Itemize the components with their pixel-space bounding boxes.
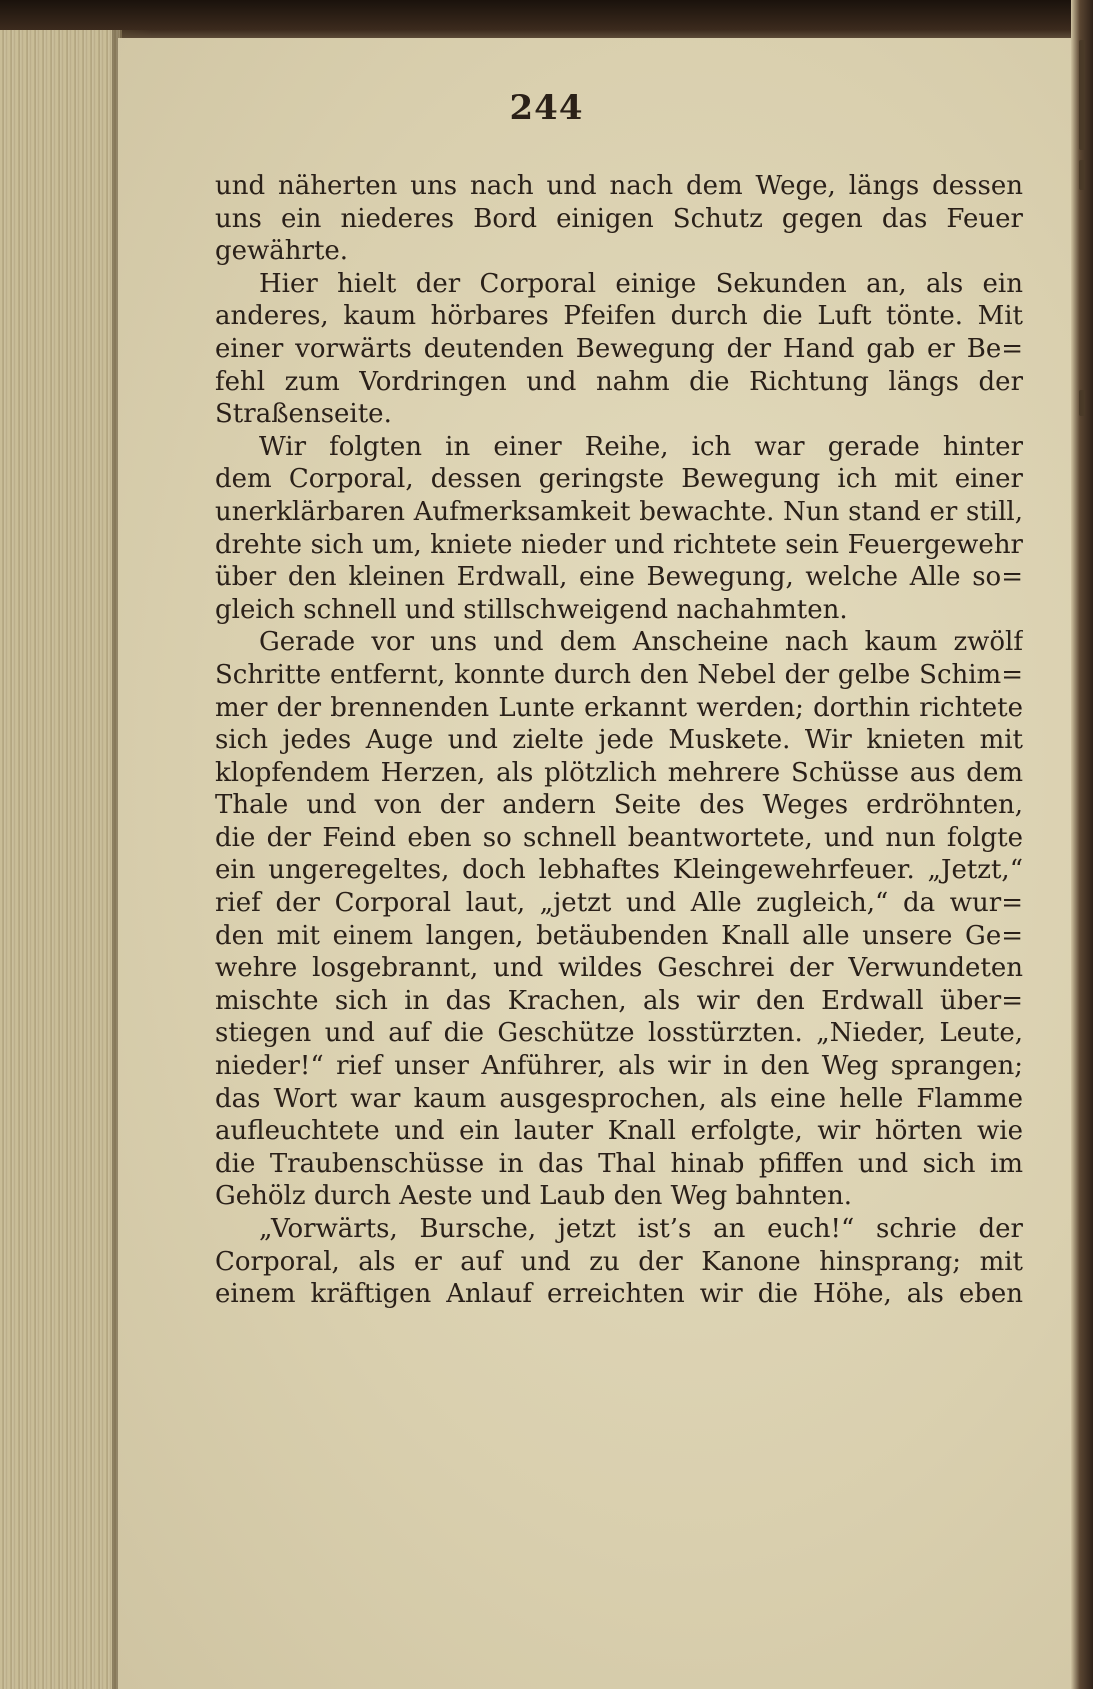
text-line: Gerade vor uns und dem Anscheine nach kaum zwölf <box>259 627 1023 658</box>
text-line: aufleuchtete und ein lauter Knall erfolgte, wir hörten wie <box>215 1116 1023 1147</box>
text-line: den mit einem langen, betäubenden Knall alle unsere Ge= <box>215 920 1023 951</box>
text-line: sich jedes Auge und zielte jede Muskete. Wir knieten mit <box>215 725 1023 756</box>
page-number: 244 <box>509 88 584 128</box>
text-line: Straßenseite. <box>215 399 392 430</box>
text-line: Thale und von der andern Seite des Weges erdröhnten, <box>215 790 1023 821</box>
text-line: unerklärbaren Aufmerksamkeit bewachte. Nun stand er still, <box>215 496 1023 527</box>
text-line: rief der Corporal laut, „jetzt und Alle zugleich,“ da wur= <box>215 888 1023 919</box>
text-line: Gehölz durch Aeste und Laub den Weg bahnten. <box>215 1181 853 1212</box>
text-line: Schritte entfernt, konnte durch den Nebel der gelbe Schim= <box>215 659 1023 690</box>
text-line: die der Feind eben so schnell beantwortete, und nun folgte <box>215 822 1023 853</box>
body-text <box>215 170 1023 1311</box>
text-line: einem kräftigen Anlauf erreichten wir die Höhe, als eben <box>215 1279 1023 1310</box>
text-line: klopfendem Herzen, als plötzlich mehrere Schüsse aus dem <box>215 757 1023 788</box>
text-line: dem Corporal, dessen geringste Bewegung ich mit einer <box>215 464 1023 495</box>
text-line: anderes, kaum hörbares Pfeifen durch die Luft tönte. Mit <box>215 301 1023 332</box>
margin-mark <box>1079 390 1085 416</box>
text-line: mischte sich in das Krachen, als wir den Erdwall über= <box>215 985 1023 1016</box>
text-line: Corporal, als er auf und zu der Kanone hinsprang; mit <box>215 1246 1023 1277</box>
text-line: das Wort war kaum ausgesprochen, als eine helle Flamme <box>215 1083 1023 1114</box>
margin-mark <box>1079 160 1085 190</box>
text-line: über den kleinen Erdwall, eine Bewegung, welche Alle so= <box>215 562 1023 593</box>
text-line: stiegen und auf die Geschütze losstürzten. „Nieder, Leute, <box>215 1018 1023 1049</box>
text-line: „Vorwärts, Bursche, jetzt ist’s an euch!“ schrie der <box>259 1214 1023 1244</box>
text-line: gleich schnell und stillschweigend nachahmten. <box>215 594 848 625</box>
text-line: mer der brennenden Lunte erkannt werden; dorthin richtete <box>215 692 1023 723</box>
text-line: fehl zum Vordringen und nahm die Richtung längs der <box>215 366 1023 397</box>
page-edges <box>0 30 122 1689</box>
text-line: einer vorwärts deutenden Bewegung der Hand gab er Be= <box>215 333 1023 364</box>
book-cover-right <box>1071 0 1093 1689</box>
text-line: die Traubenschüsse in das Thal hinab pfiffen und sich im <box>215 1148 1023 1179</box>
text-line: wehre losgebrannt, und wildes Geschrei der Verwundeten <box>215 953 1023 984</box>
text-line: und näherten uns nach und nach dem Wege, längs dessen <box>215 171 1023 201</box>
text-line: drehte sich um, kniete nieder und richtete sein Feuergewehr <box>215 529 1023 560</box>
book-cover-top <box>0 0 1093 42</box>
text-line: Hier hielt der Corporal einige Sekunden an, als ein <box>259 268 1023 299</box>
text-line: Wir folgten in einer Reihe, ich war gerade hinter <box>259 431 1023 462</box>
text-line: gewährte. <box>215 236 349 267</box>
text-line: nieder!“ rief unser Anführer, als wir in den Weg sprangen; <box>215 1051 1023 1082</box>
text-line: uns ein niederes Bord einigen Schutz gegen das Feuer <box>215 203 1023 234</box>
text-line: ein ungeregeltes, doch lebhaftes Kleingewehrfeuer. „Jetzt,“ <box>215 855 1023 886</box>
